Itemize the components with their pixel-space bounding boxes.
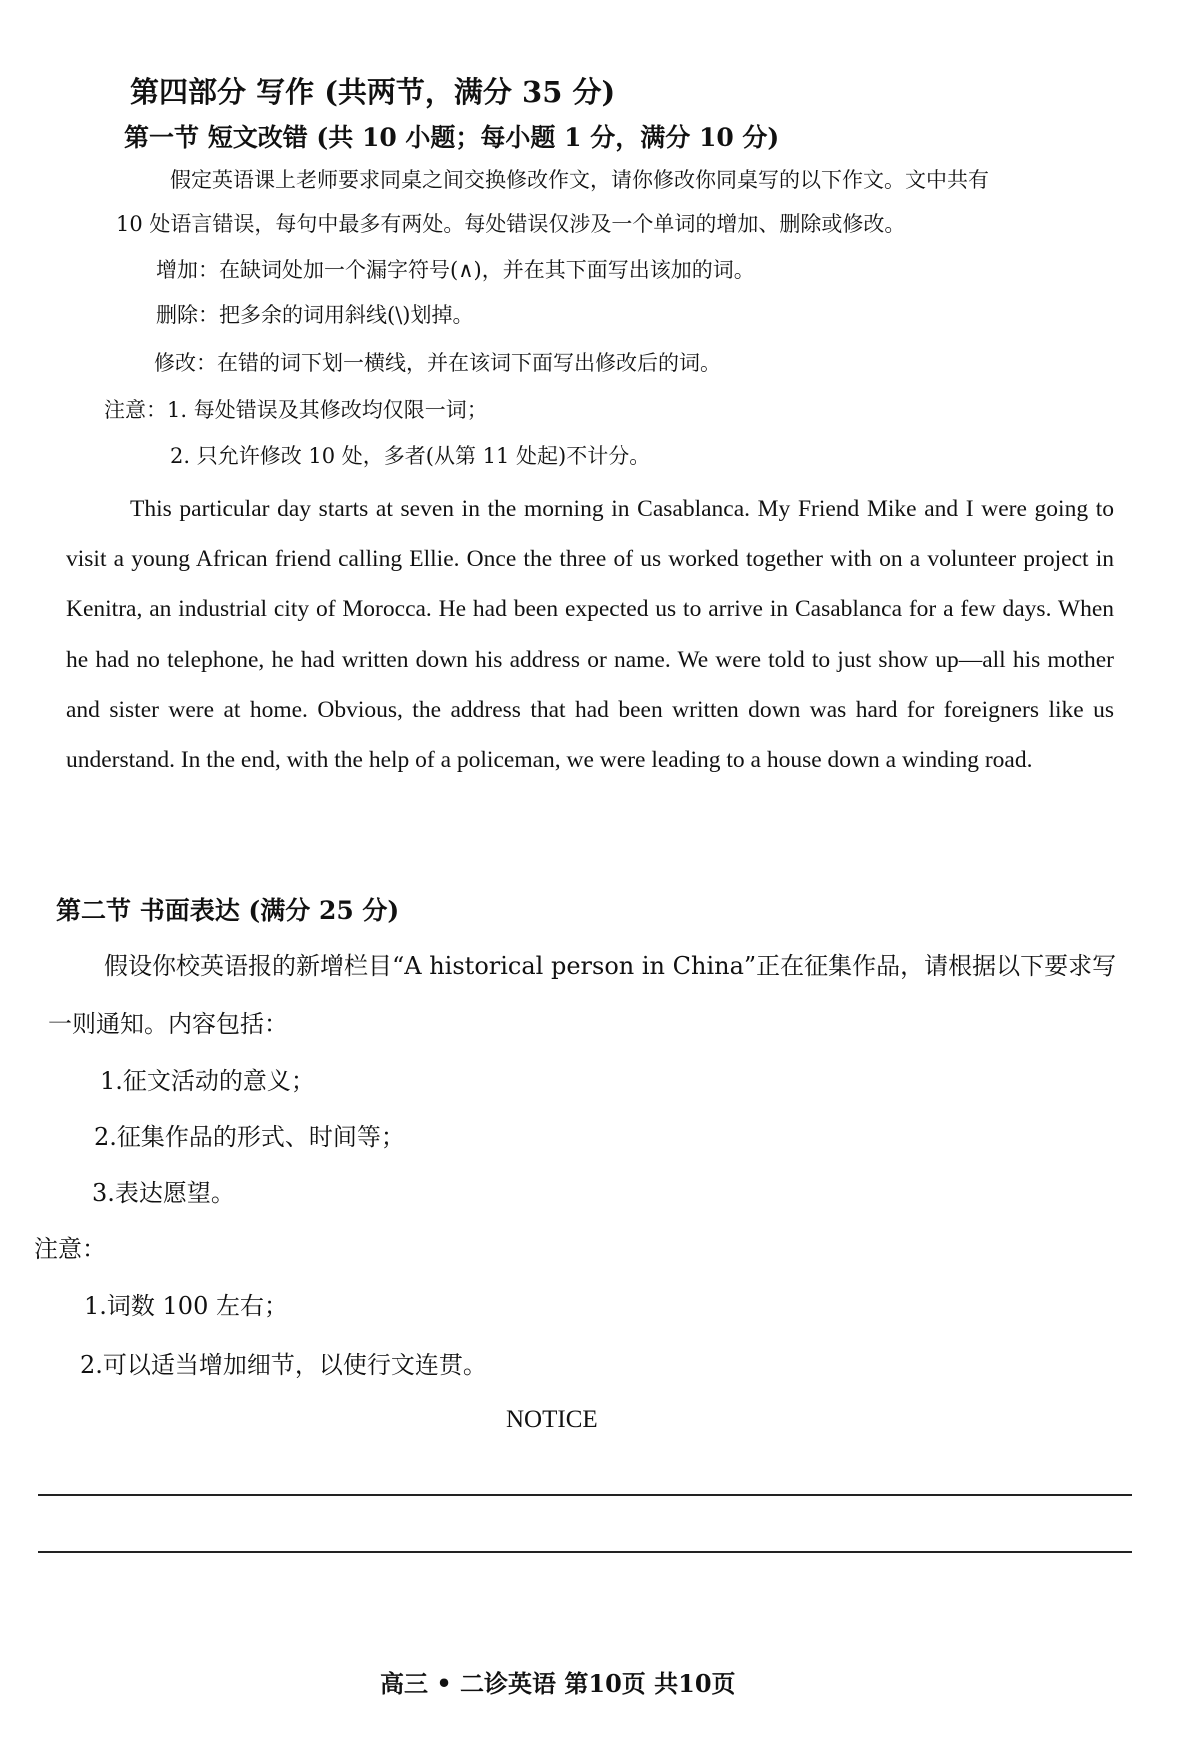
rule-add: 增加：在缺词处加一个漏字符号(∧)，并在其下面写出该加的词。	[156, 258, 755, 282]
section1-title: 第一节 短文改错 (共 10 小题；每小题 1 分，满分 10 分)	[124, 123, 780, 152]
writing-note-1: 1.词数 100 左右；	[84, 1292, 288, 1320]
section1-intro-line1: 假定英语课上老师要求同桌之间交换修改作文，请你修改你同桌写的以下作文。文中共有	[170, 168, 989, 192]
error-correction-passage: This particular day starts at seven in the morning in Casablanca. My Friend Mike and I were going to visit a young African friend calling Ellie. Once the three of us worked together with on a volunteer project in Kenitra, an industrial city of Morocca. He had been expected us to arrive in Casablanca for a few days. When he had no telephone, he had written down his address or name. We were told to just show up—all his mother and sister were at home. Obvious, the address that had been written down was hard for foreigners like us understand. In the end, with the help of a policeman, we were leading to a house down a winding road.	[66, 496, 1114, 774]
notice-title: NOTICE	[506, 1406, 598, 1433]
rule-modify: 修改：在错的词下划一横线，并在该词下面写出修改后的词。	[154, 351, 721, 375]
note-label: 注意：	[34, 1235, 106, 1263]
content-item-2: 2.征集作品的形式、时间等；	[94, 1123, 405, 1151]
writing-prompt-line1: 假设你校英语报的新增栏目“A historical person in China”正在征集作品，请根据以下要求写	[104, 952, 1117, 980]
note-2: 2. 只允许修改 10 处，多者(从第 11 处起)不计分。	[170, 444, 651, 468]
page-footer: 高三 • 二诊英语 第10页 共10页	[380, 1669, 736, 1698]
rule-delete: 删除：把多余的词用斜线(\)划掉。	[156, 303, 474, 327]
section2-title: 第二节 书面表达 (满分 25 分)	[56, 896, 400, 925]
writing-note-2: 2.可以适当增加细节，以使行文连贯。	[80, 1351, 487, 1379]
content-item-1: 1.征文活动的意义；	[100, 1067, 315, 1095]
answer-line	[38, 1494, 1132, 1496]
answer-line	[38, 1551, 1132, 1553]
writing-prompt-line2: 一则通知。内容包括：	[48, 1010, 288, 1038]
part-title: 第四部分 写作 (共两节，满分 35 分)	[130, 75, 616, 109]
note-1: 注意：1. 每处错误及其修改均仅限一词；	[104, 398, 488, 422]
section1-intro-line2: 10 处语言错误，每句中最多有两处。每处错误仅涉及一个单词的增加、删除或修改。	[116, 212, 906, 236]
content-item-3: 3.表达愿望。	[92, 1179, 235, 1207]
